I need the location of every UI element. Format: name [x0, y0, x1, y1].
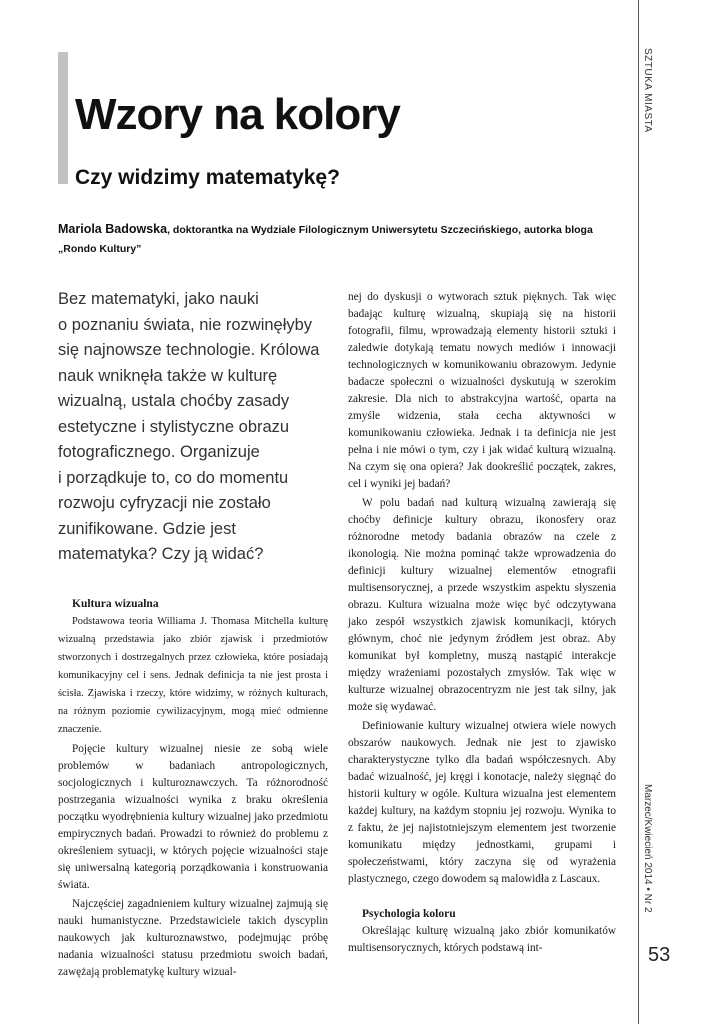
section-heading: Psychologia koloru: [362, 908, 456, 920]
section-heading: Kultura wizualna: [72, 598, 159, 610]
left-column: [58, 596, 328, 983]
lead-line: i porządkuje to, co do momentu: [58, 468, 289, 487]
body-paragraph: Definiowanie kultury wizualnej otwiera wiele nowych obszarów naukowych. Jednak nie jest to zjawisko charakterystyczne tylko dla badań współczesnych. Aby badać wizualność, jej kręgi i konotacje, należy sięgnąć do historii kultury w ogóle. Kultura wizualna jest elementem każdej kultury, na każdym stopniu jej rozwoju. Wynika to z faktu, że jej najistotniejszym elementem jest tworzenie komunikatu między jednostkami, grupami i społeczeństwami, który zaczyna się od wyrażenia plastycznego, czego dowodem są malowidła z Lascaux.: [348, 720, 616, 885]
right-column: [348, 289, 616, 959]
margin-rule: [638, 0, 639, 1024]
lead-line: o poznaniu świata, nie rozwinęłyby: [58, 315, 313, 334]
lead-line: Bez matematyki, jako nauki: [58, 290, 259, 308]
lead-line: się najnowsze technologie. Królowa: [58, 341, 320, 359]
article-title: Wzory na kolory: [75, 90, 400, 139]
body-paragraph: Określając kulturę wizualną jako zbiór komunikatów multisensorycznych, których podstawą int-: [348, 925, 616, 954]
author-name: Mariola Badowska: [58, 222, 168, 236]
lead-paragraph: [58, 287, 333, 568]
body-paragraph: Najczęściej zagadnieniem kultury wizualnej zajmują się nauki humanistyczne. Przedstawiciele takich dyscyplin naukowych jak kulturoznawstwo, podejmując próbę nadania wizualności statusu przedmiotu swoich badań, zawężają problematykę kultury wizual-: [58, 898, 328, 978]
body-paragraph: Podstawowa teoria Williama J. Thomasa Mitchella kulturę wizualną przedstawia jako zbiór zjawisk i przedmiotów stworzonych i dostrzegalnych przez człowieka, które posiadają komunikacyjny cel i sens. Jednak definicja ta nie jest prosta i ścisła. Zjawiska i rzeczy, które widzimy, w różnych kulturach, na różnym poziomie cywilizacyjnym, mogą mieć odmienne znaczenie.: [58, 616, 328, 735]
author-description: , doktorantka na Wydziale Filologicznym Uniwersytetu Szczecińskiego, autorka bloga „Rondo Kultury”: [58, 224, 593, 255]
byline: [58, 220, 618, 259]
page-number: 53: [648, 944, 671, 966]
lead-line: matematyka? Czy ją widać?: [58, 545, 264, 563]
lead-line: nauk wniknęła także w kulturę: [58, 366, 278, 385]
section-label: SZTUKA MIASTA: [642, 48, 653, 133]
lead-line: zunifikowane. Gdzie jest: [58, 519, 236, 538]
article-subtitle: Czy widzimy matematykę?: [75, 166, 340, 189]
issue-info: Marzec/Kwiecień 2014 • Nr 2: [642, 784, 653, 913]
lead-line: fotograficznego. Organizuje: [58, 443, 260, 461]
body-paragraph: Pojęcie kultury wizualnej niesie ze sobą wiele problemów w badaniach antropologicznych, socjologicznych i kulturoznawczych. Ta różnorodność postrzegania wizualności wynika z braku określenia początku wyodrębnienia kultury wizualnej jako przedmiotu empirycznych badań. Prowadzi to również do problemu z określeniem sytuacji, w których pojęcie wizualności staje się uniwersalną kategorią porządkowania i konstruowania świata.: [58, 743, 328, 891]
title-accent-bar: [58, 52, 68, 184]
lead-line: wizualną, ustala choćby zasady: [58, 392, 290, 410]
lead-line: estetyczne i stylistyczne obrazu: [58, 417, 290, 436]
body-paragraph: W polu badań nad kulturą wizualną zawierają się choćby definicje kultury obrazu, ikonosfery oraz różnorodne metody badania obrazów na czele z ikonologią. Nie można pominąć także wprowadzenia do definicji kultury wizualnej elementów etnografii multisensorycznej, a przede wszystkim aspektu słyszenia obrazu. Kultura wizualna może więc być odczytywana jako zespół wszystkich zjawisk komunikacji, których głównym, choć nie jedynym źródłem jest obraz. Aby komunikat był kompletny, muszą nastąpić interakcje między wrażeniami pozostałych zmysłów. Tak więc w kulturze wizualnej obrazocentryzm nie jest tak silny, jak może się wydawać.: [348, 497, 616, 713]
body-paragraph: nej do dyskusji o wytworach sztuk pięknych. Tak więc badając kulturę wizualną, skupiają się na historii fotografii, filmu, wprowadzają elementy historii sztuki i zaledwie dotykają tematu nowych mediów i innowacji technologicznych w komunikowaniu obrazowym. Jedynie badacze społeczni o wizualności dyskutują w szerokim zakresie. Dla nich to abstrakcyjna wartość, oparta na zmyśle widzenia, stała cecha aktywności w komunikowaniu człowieka. Jednak i ta definicja nie jest pełna i nie mówi o tym, czy i jak widać kulturą wizualną. Na czym się ona opiera? Jak dookreślić początek, zakres, cel i wyniki jej badań?: [348, 291, 616, 490]
lead-line: rozwoju cyfryzacji nie zostało: [58, 494, 271, 512]
